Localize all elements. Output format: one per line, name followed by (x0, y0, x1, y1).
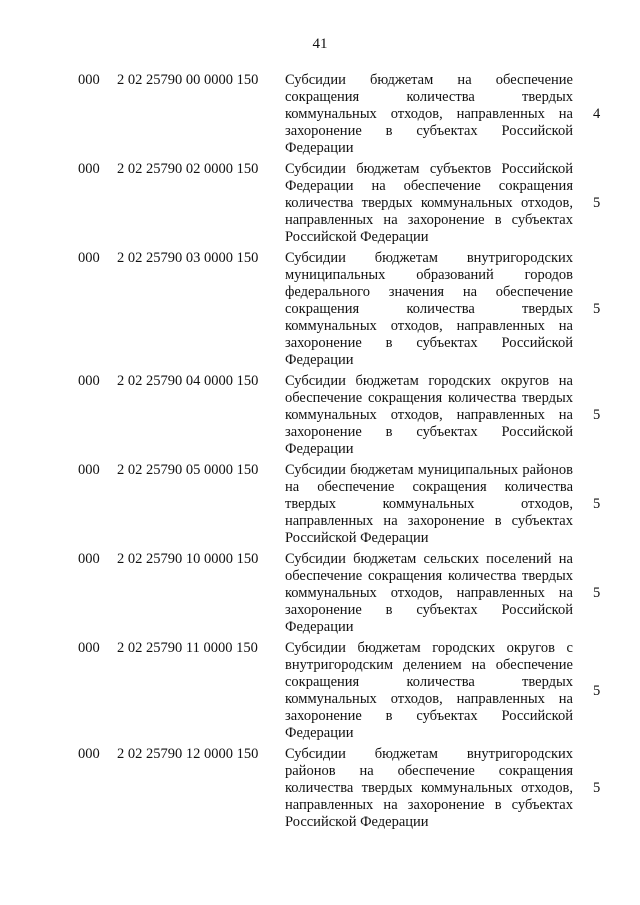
row-value: 5 (593, 407, 601, 423)
budget-classification-code: 2 02 25790 04 0000 150 (117, 373, 259, 389)
table-row (0, 161, 640, 246)
table-row (0, 250, 640, 369)
row-value: 5 (593, 682, 601, 699)
admin-code: 000 (78, 250, 100, 266)
row-value: 5 (593, 585, 601, 601)
revenue-name: Субсидии бюджетам сельских поселений на обеспечение сокращения количества твердых коммунальных отходов, направленных на захоронение в субъектах Российской Федерации (285, 551, 573, 635)
budget-code-table (0, 72, 640, 835)
revenue-name: Субсидии бюджетам городских округов на обеспечение сокращения количества твердых коммунальных отходов, направленных на захоронение в субъектах Российской Федерации (285, 373, 573, 457)
admin-code: 000 (78, 462, 100, 478)
table-row (0, 551, 640, 636)
page-number: 41 (312, 36, 328, 52)
table-row (0, 746, 640, 831)
revenue-name: Субсидии бюджетам на обеспечение сокращения количества твердых коммунальных отходов, направленных на захоронение в субъектах Российской Федерации (285, 72, 573, 156)
budget-classification-code: 2 02 25790 00 0000 150 (117, 72, 259, 88)
admin-code: 000 (78, 551, 100, 567)
revenue-name: Субсидии бюджетам внутригородских районов на обеспечение сокращения количества твердых коммунальных отходов, направленных на захоронение в субъектах Российской Федерации (285, 746, 573, 830)
admin-code: 000 (78, 161, 100, 177)
admin-code: 000 (78, 640, 100, 656)
budget-classification-code: 2 02 25790 10 0000 150 (117, 551, 259, 567)
table-row (0, 373, 640, 458)
table-row (0, 640, 640, 742)
budget-classification-code: 2 02 25790 11 0000 150 (117, 640, 258, 656)
revenue-name: Субсидии бюджетам внутригородских муниципальных образований городов федерального значения на обеспечение сокращения количества твердых коммунальных отходов, направленных на захоронение в субъектах Российской Федерации (285, 250, 573, 368)
row-value: 5 (593, 780, 601, 796)
row-value: 5 (593, 195, 601, 211)
row-value: 5 (593, 496, 601, 512)
row-value: 5 (593, 301, 601, 317)
admin-code: 000 (78, 72, 100, 88)
admin-code: 000 (78, 373, 100, 389)
budget-classification-code: 2 02 25790 05 0000 150 (117, 462, 259, 478)
revenue-name: Субсидии бюджетам муниципальных районов на обеспечение сокращения количества твердых коммунальных отходов, направленных на захоронение в субъектах Российской Федерации (285, 462, 573, 546)
row-value: 4 (593, 106, 601, 122)
table-row (0, 462, 640, 547)
admin-code: 000 (78, 746, 100, 762)
budget-classification-code: 2 02 25790 12 0000 150 (117, 746, 259, 762)
budget-classification-code: 2 02 25790 02 0000 150 (117, 161, 259, 177)
revenue-name: Субсидии бюджетам субъектов Российской Федерации на обеспечение сокращения количества твердых коммунальных отходов, направленных на захоронение в субъектах Российской Федерации (285, 161, 573, 245)
revenue-name: Субсидии бюджетам городских округов с внутригородским делением на обеспечение сокращения количества твердых коммунальных отходов, направленных на захоронение в субъектах Российской Федерации (285, 640, 573, 741)
table-row (0, 72, 640, 157)
budget-classification-code: 2 02 25790 03 0000 150 (117, 250, 259, 266)
